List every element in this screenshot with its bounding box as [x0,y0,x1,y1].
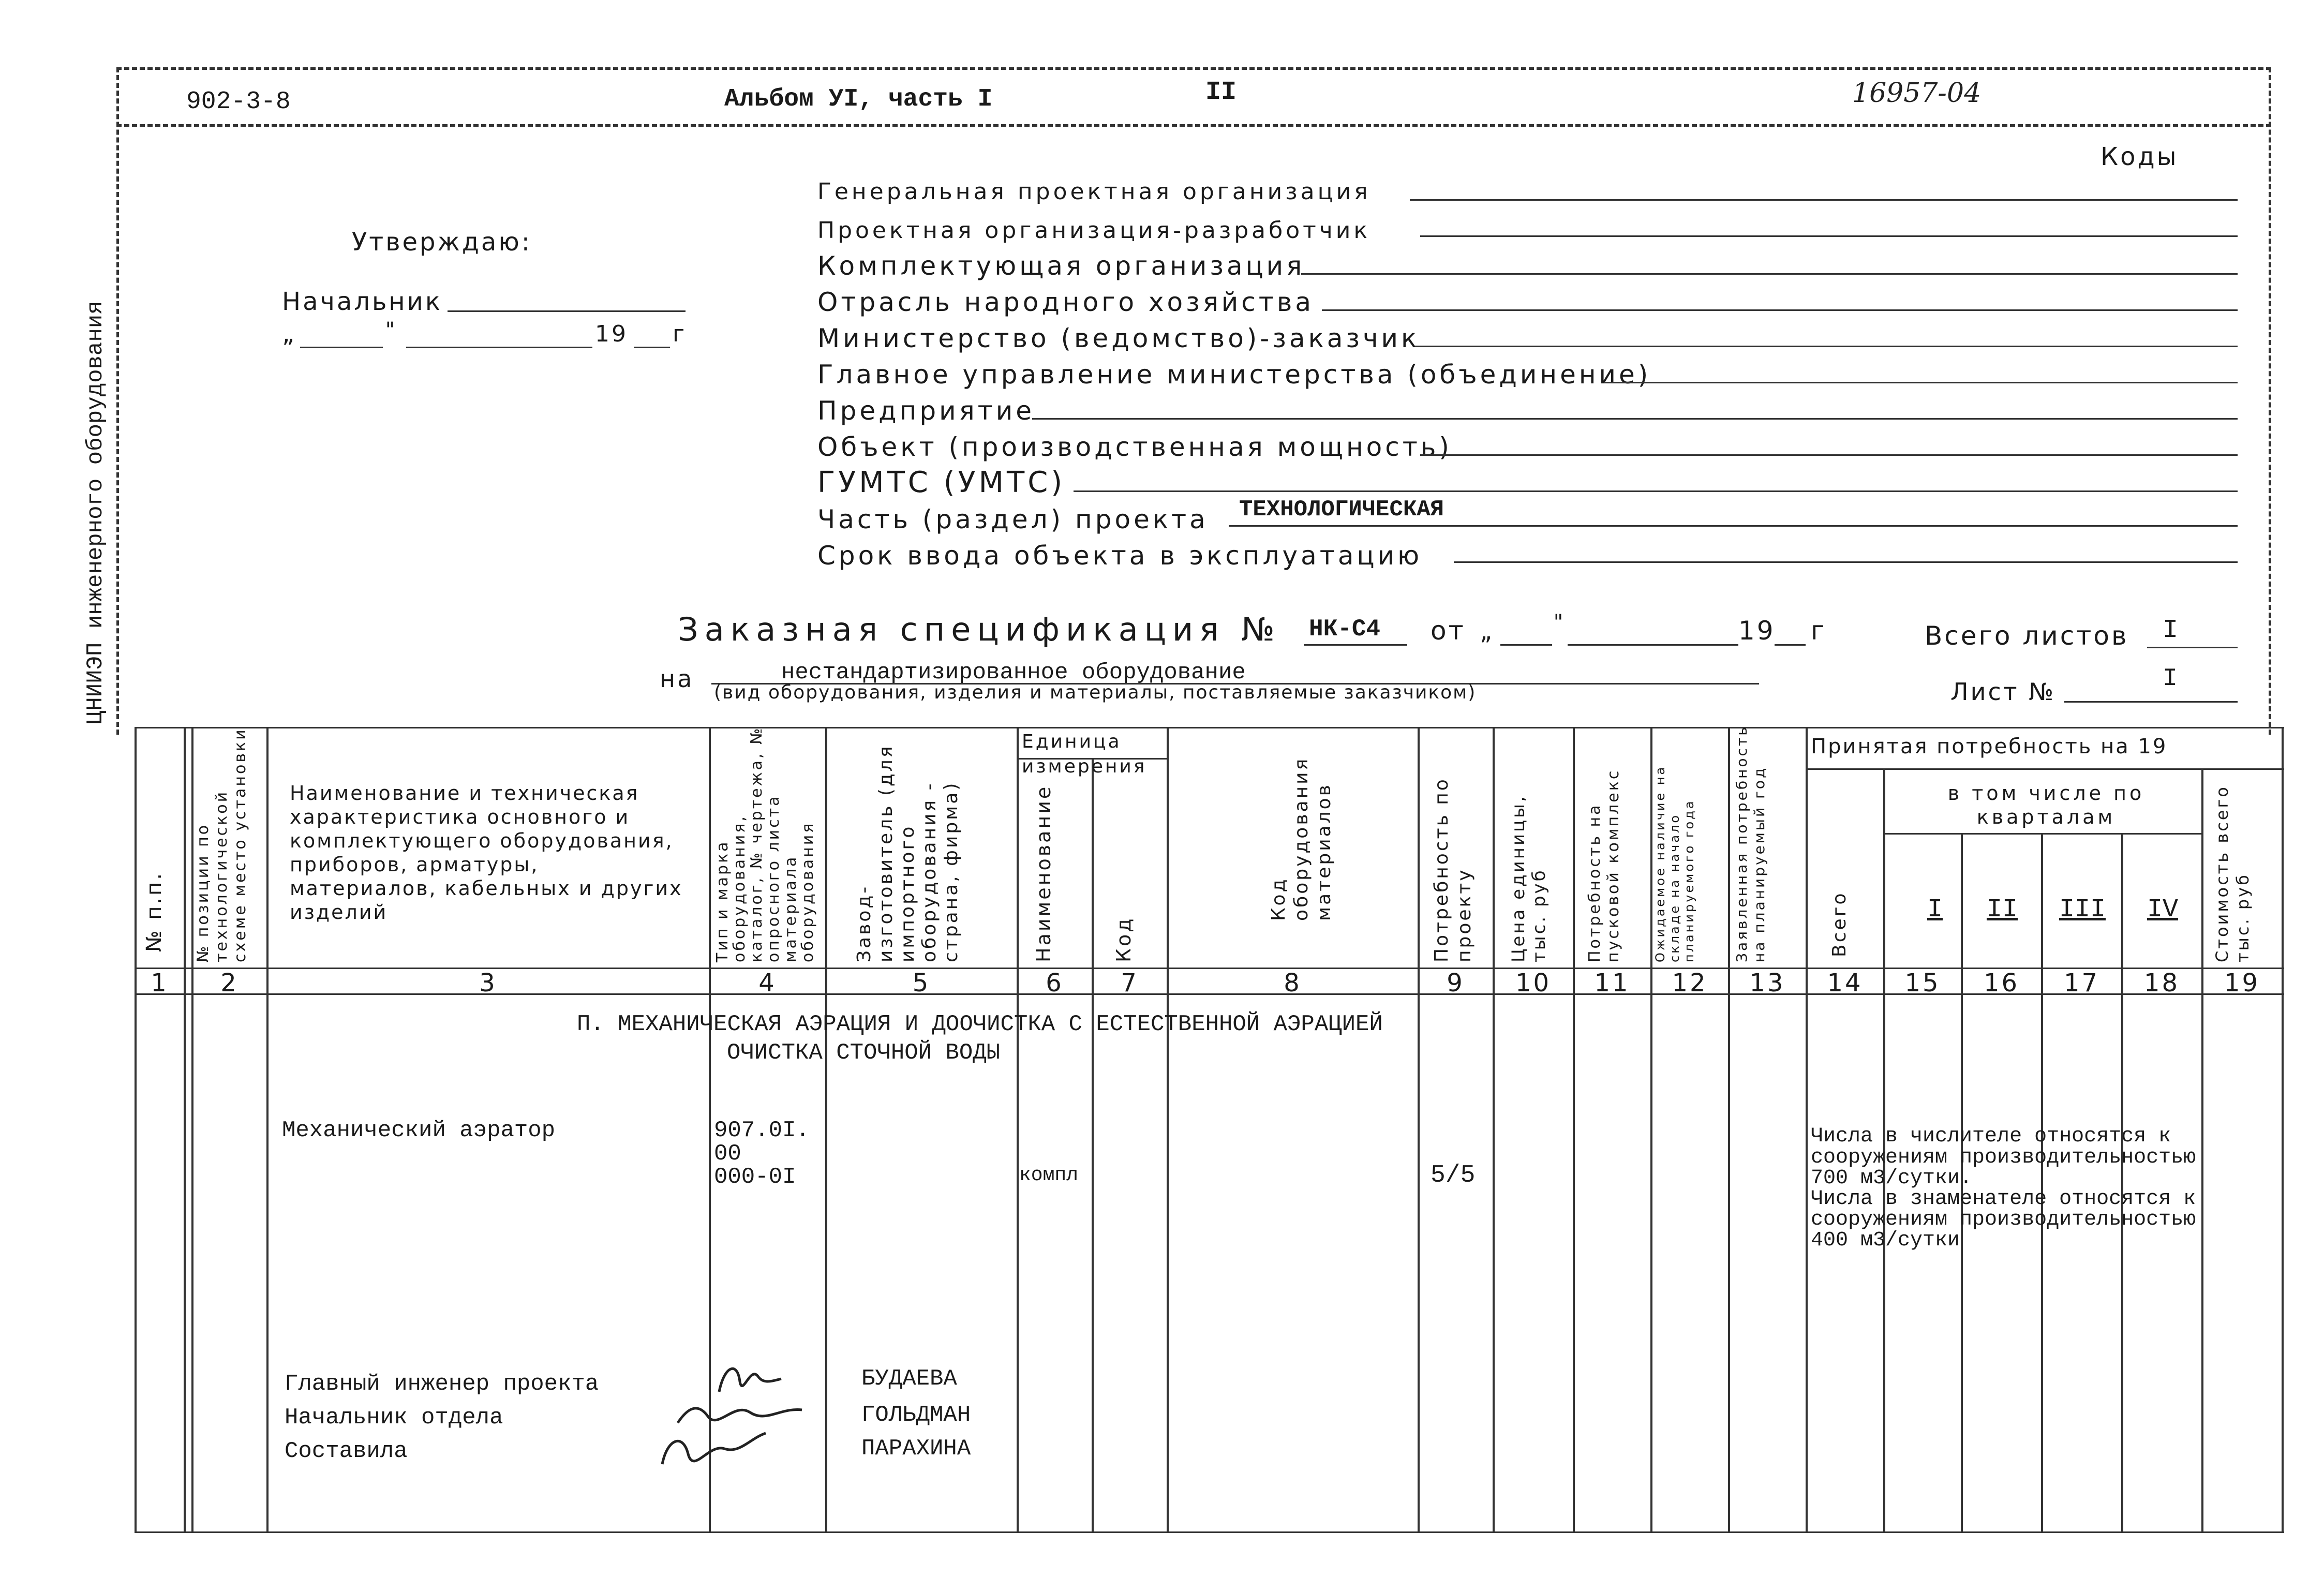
row-need: 5/5 [1431,1162,1476,1189]
signature-role-chief-engineer: Главный инженер проекта [285,1371,599,1397]
field-gumts: ГУМТС (УМТС) [817,466,1066,499]
col-border-2 [266,727,269,1533]
spec-number-line [1304,644,1407,646]
col-number-10: 10 [1515,969,1552,998]
col-border-0 [135,727,137,1533]
col-10-header: Цена единицы, тыс. руб [1508,794,1550,962]
col-number-11: 11 [1594,969,1630,998]
date-day-line [300,347,383,348]
row-note-line6: 400 м3/сутки [1811,1229,1960,1252]
col-4-header: Тип и марка оборудования, каталог, № чертежа, № опросного листа материала оборудования [713,726,817,962]
col-number-4: 4 [758,969,777,998]
field-general-org-line [1410,199,2238,201]
field-object: Объект (производственная мощность) [817,432,1452,462]
spec-title: Заказная спецификация № [678,611,1281,648]
table-top-border [135,727,2284,728]
col-border-11 [1650,727,1652,1533]
col-number-3: 3 [479,969,497,998]
field-design-org: Проектная организация-разработчик [817,217,1370,244]
col-border-6 [1092,758,1094,1533]
spec-date-month-line [1568,644,1738,646]
col-1-header: № п.п. [142,871,166,952]
page-number: II [1205,78,1237,107]
codes-label: Коды [2100,142,2179,171]
col-border-8 [1418,727,1420,1533]
col-border-13 [1806,727,1808,1533]
row-note-line2: сооружениям производительностью [1811,1146,2196,1169]
spec-number: НК-С4 [1309,616,1381,643]
col-number-1: 1 [151,969,169,998]
col-number-18: 18 [2143,969,2180,998]
total-sheets-line [2147,647,2238,648]
col-border-1b [191,727,193,1533]
handwritten-signatures [647,1345,864,1490]
signature-name-department-head: ГОЛЬДМАН [861,1402,971,1428]
project-part-value: ТЕХНОЛОГИЧЕСКАЯ [1239,497,1444,523]
signature-name-chief-engineer: БУДАЕВА [861,1366,957,1392]
field-project-part-line [1229,525,2238,527]
col-number-7: 7 [1121,969,1139,998]
inventory-number: 16957-04 [1852,78,1982,109]
date-close-quote: " [384,318,397,342]
row-note-line5: сооружениям производительностью [1811,1208,2196,1231]
header-divider [116,124,2271,127]
col-16-header: II [1986,895,2018,925]
field-enterprise: Предприятие [817,396,1035,426]
date-open-quote: „ [282,323,295,347]
col-15-header: I [1927,895,1943,925]
col-border-12 [1728,727,1730,1533]
chief-label: Начальник [282,287,442,316]
field-industry-line [1322,309,2238,311]
spec-date-day-line [1500,644,1552,646]
col-border-7 [1167,727,1169,1533]
col-12-header: Ожидаемое наличие на складе на начало планируемого года [1653,765,1696,962]
col-number-12: 12 [1672,969,1708,998]
col-number-9: 9 [1447,969,1465,998]
spec-date-close-quote: " [1552,611,1565,634]
row-type-line1: 907.0I. [714,1118,810,1143]
spec-date-open-quote: „ [1480,621,1493,645]
col-number-14: 14 [1827,969,1863,998]
col-number-5: 5 [912,969,931,998]
sheet-line [2064,701,2238,703]
field-commissioning-line [1454,561,2238,563]
row-type-line2: 00 [714,1141,741,1167]
spec-subject-note: (вид оборудования, изделия и материалы, поставляемые заказчиком) [714,682,1477,703]
col-14-header: Всего [1829,891,1850,957]
need-group-header: Принятая потребность на 19 [1811,735,2168,758]
section-title-line2: ОЧИСТКА СТОЧНОЙ ВОДЫ [727,1040,1001,1066]
signature-role-department-head: Начальник отдела [285,1405,503,1431]
frame-top [116,67,2271,70]
sheet-value: I [2163,665,2178,693]
field-gumts-line [1074,490,2238,492]
spec-subject: нестандартизированное оборудование [781,660,1246,686]
signature-role-compiler: Составила [285,1438,408,1464]
col-border-16 [2041,833,2043,1533]
field-enterprise-line [1032,418,2238,420]
row-type-line3: 000-0I [714,1164,796,1190]
date-year-suffix: г [673,321,687,347]
field-ministry-line [1415,346,2238,347]
col-border-18 [2201,768,2203,1533]
col-border-19 [2282,727,2284,1533]
col-8-header: Код оборудования материалов [1268,756,1335,921]
col-border-1 [184,727,186,1533]
col-number-2: 2 [220,969,239,998]
field-design-org-line [1420,235,2238,237]
col-11-header: Потребность на пусковой комплекс [1586,768,1622,962]
unit-group-header: Единица измерения [1022,731,1147,777]
row-note-line3: 700 м3/сутки. [1811,1167,1973,1190]
col-2-header: № позиции по технологической схеме место установки [194,727,249,962]
need-group-divider [1806,768,2284,770]
total-sheets-label: Всего листов [1925,621,2129,651]
row-item-name: Механический аэратор [282,1118,556,1143]
col-6-header: Наименование [1032,784,1055,962]
spec-from: от [1431,616,1466,646]
col-3-header: Наименование и техническая характеристика основного и комплектующего оборудования, приборов, арматуры, материалов, кабельных и других изделий [290,782,683,924]
col-number-15: 15 [1904,969,1941,998]
field-object-line [1420,454,2238,456]
col-number-17: 17 [2063,969,2100,998]
col-17-header: III [2059,895,2106,925]
col-9-header: Потребность по проекту [1431,777,1475,962]
doc-number: 902-3-8 [186,88,291,116]
field-supply-org-line [1301,273,2238,275]
col-19-header: Стоимость всего тыс. руб [2212,785,2253,962]
col-13-header: Заявленная потребность на планируемый год [1733,725,1768,962]
album-label: Альбом УI, часть I [724,85,993,113]
spec-year-suffix: г [1811,616,1827,646]
field-project-part: Часть (раздел) проекта [817,504,1209,534]
col-border-17 [2121,833,2123,1533]
sheet-label: Лист № [1950,678,2056,706]
field-general-org: Генеральная проектная организация [817,178,1371,205]
col-5-header: Завод-изготовитель (для импортного оборудования - страна, фирма) [854,744,962,962]
col-border-5 [1017,727,1019,1533]
quarter-group-header: в том числе по кварталам [1947,782,2145,828]
spec-on: на [660,665,694,693]
date-year: 19 [595,321,628,347]
approve-label: Утверждаю: [352,228,532,257]
field-commissioning: Срок ввода объекта в эксплуатацию [817,541,1423,571]
field-ministry: Министерство (ведомство)-заказчик [817,323,1420,353]
col-18-header: IV [2147,895,2178,925]
col-number-8: 8 [1284,969,1302,998]
date-month-line [406,347,592,348]
col-border-10 [1573,727,1575,1533]
field-industry: Отрасль народного хозяйства [817,287,1314,317]
col-number-19: 19 [2224,969,2260,998]
row-note-line1: Числа в числителе относятся к [1811,1125,2171,1148]
signature-name-compiler: ПАРАХИНА [861,1436,971,1462]
col-border-9 [1493,727,1495,1533]
total-sheets-value: I [2163,616,2179,645]
date-year-line [634,347,670,348]
col-number-6: 6 [1046,969,1064,998]
chief-signature-line [448,310,686,312]
col-number-13: 13 [1749,969,1785,998]
frame-left [116,67,119,735]
col-number-16: 16 [1983,969,2020,998]
section-title-line1: П. МЕХАНИЧЕСКАЯ АЭРАЦИЯ И ДООЧИСТКА С ЕСТЕСТВЕННОЙ АЭРАЦИЕЙ [577,1011,1383,1037]
row-note-line4: Числа в знаменателе относятся к [1811,1187,2196,1211]
frame-right [2269,67,2271,735]
spec-year: 19 [1738,616,1776,646]
field-main-department: Главное управление министерства (объединение) [817,360,1651,390]
row-unit: компл [1019,1164,1079,1186]
field-supply-org: Комплектующая организация [817,251,1305,281]
col-7-header: Код [1112,916,1135,962]
side-organization-title: ЦНИИЭП инженерного оборудования [83,301,109,724]
spec-year-line [1775,644,1806,646]
field-main-department-line [1604,382,2238,383]
